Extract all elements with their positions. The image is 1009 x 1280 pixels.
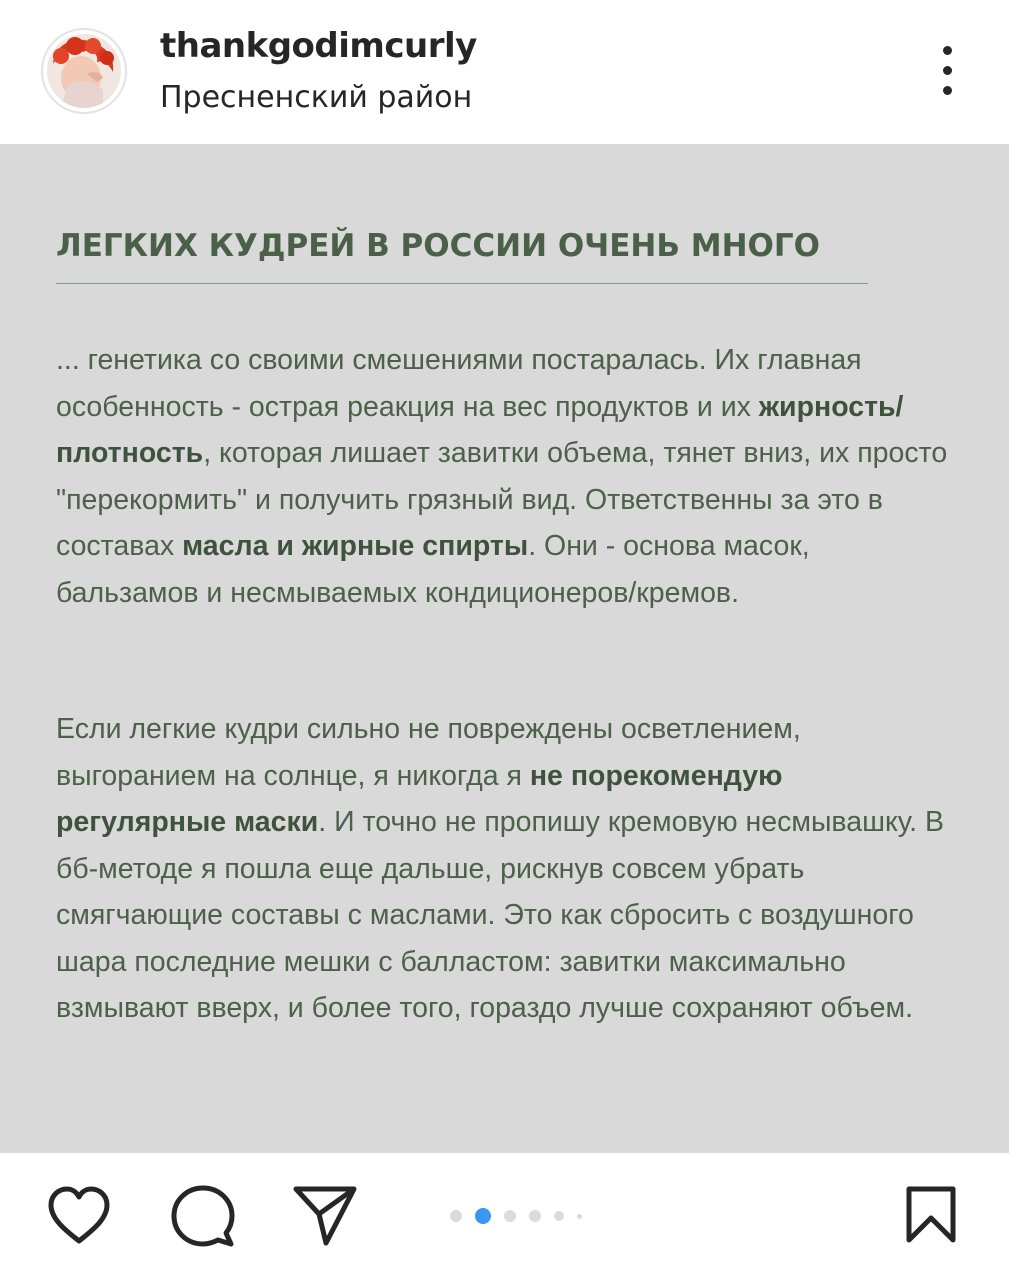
paragraph-2-text-2: . И точно не пропишу кремовую несмывашку. В бб-методе я пошла еще дальше, рискнув совсем убрать смягчающие составы с маслами. Это как сбросить с воздушного шара последние мешки с балластом: завитки максимально взмывают вверх, и более того, гораздо лучше сохраняют объем. [56, 806, 944, 1024]
post-title: ЛЕГКИХ КУДРЕЙ В РОССИИ ОЧЕНЬ МНОГО [56, 228, 821, 264]
heart-icon[interactable] [46, 1185, 112, 1245]
paragraph-1-bold-2: масла и жирные спирты [182, 530, 529, 562]
paper-plane-icon[interactable] [292, 1183, 358, 1247]
paragraph-2-text-1: Если легкие кудри сильно не повреждены осветлением, выгоранием на солнце, я никогда я [56, 713, 801, 792]
carousel-dot-active [475, 1208, 491, 1224]
carousel-dot [504, 1210, 516, 1222]
title-divider [56, 283, 868, 284]
more-vertical-icon[interactable] [930, 46, 964, 98]
paragraph-1-text-2: , которая лишает завитки объема, тянет вниз, их просто "перекормить" и получить грязный вид. Ответственны за это в составах [56, 437, 948, 562]
paragraph-1-text-1: ... генетика со своими смешениями постаралась. Их главная особенность - острая реакция на вес продуктов и их [56, 344, 862, 423]
paragraph-1-bold-1: жирность/плотность [56, 390, 904, 469]
carousel-dot [450, 1210, 462, 1222]
bookmark-icon[interactable] [904, 1185, 958, 1243]
carousel-indicator [450, 1208, 595, 1224]
paragraph-2 [56, 706, 956, 1032]
post-header [0, 0, 1009, 144]
post-image-slide[interactable] [0, 144, 1009, 1153]
location[interactable]: Пресненский район [160, 80, 473, 115]
paragraph-1 [56, 337, 956, 616]
carousel-dot [577, 1214, 582, 1219]
comment-icon[interactable] [170, 1184, 236, 1250]
paragraph-2-bold-1: не порекомендую регулярные маски [56, 759, 783, 838]
carousel-dot [554, 1211, 564, 1221]
username[interactable]: thankgodimcurly [160, 26, 477, 66]
avatar[interactable] [41, 28, 127, 114]
action-bar [0, 1153, 1009, 1280]
carousel-dot [529, 1210, 541, 1222]
paragraph-1-text-3: . Они - основа масок, бальзамов и несмываемых кондиционеров/кремов. [56, 530, 810, 609]
avatar-image [47, 34, 121, 108]
